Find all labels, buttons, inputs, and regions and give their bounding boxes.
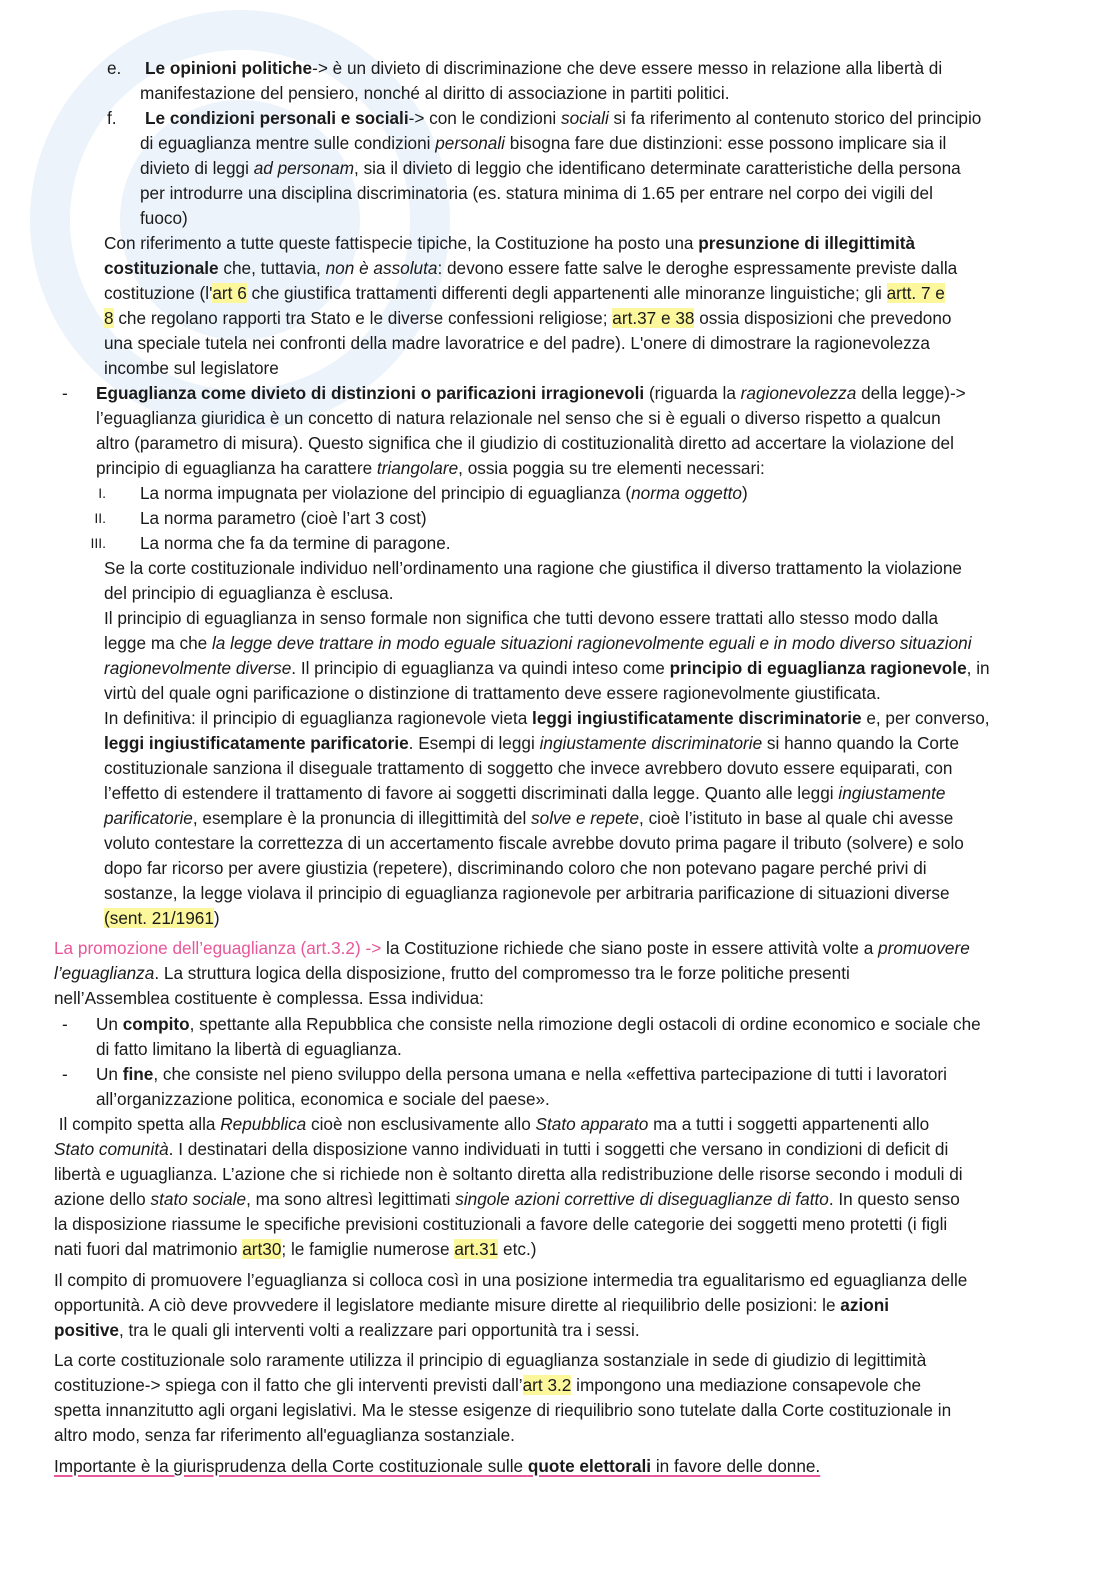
bullet-fine-line-1: Un fine, che consiste nel pieno sviluppo della persona umana e nella «effettiva partecipazione di tutti i lavoratori bbox=[96, 1064, 947, 1084]
presunzione-line-6: incombe sul legislatore bbox=[104, 358, 279, 378]
roman-item-2: La norma parametro (cioè l’art 3 cost) bbox=[140, 508, 427, 528]
bullet-compito-line-1: Un compito, spettante alla Repubblica che consiste nella rimozione degli ostacoli di ordine economico e sociale che bbox=[96, 1014, 981, 1034]
highlight-art30: art30 bbox=[242, 1239, 282, 1259]
sostanziale-line-4: altro modo, senza far riferimento all'eguaglianza sostanziale. bbox=[54, 1425, 515, 1445]
bullet-dash: - bbox=[62, 383, 68, 403]
roman-marker-2: II. bbox=[94, 510, 106, 526]
presunzione-line-5: una speciale tutela nei confronti della madre lavoratrice e del padre). L'onere di dimostrare la ragionevolezza bbox=[104, 333, 930, 353]
presunzione-line-1: Con riferimento a tutte queste fattispecie tipiche, la Costituzione ha posto una presunzione di illegittimità bbox=[104, 233, 916, 253]
corte-line-1: Se la corte costituzionale individuo nell’ordinamento una ragione che giustifica il diverso trattamento la violazione bbox=[104, 558, 962, 578]
corte-line-6: virtù del quale ogni parificazione o distinzione di trattamento deve essere ragionevolmente giustificata. bbox=[104, 683, 881, 703]
corte-line-2: del principio di eguaglianza è esclusa. bbox=[104, 583, 394, 603]
item-f-line-5: fuoco) bbox=[140, 208, 188, 228]
corte-line-5: ragionevolmente diverse. Il principio di eguaglianza va quindi inteso come principio di eguaglianza ragionevole, in bbox=[104, 658, 990, 678]
item-f-line-2: di eguaglianza mentre sulle condizioni personali bisogna fare due distinzioni: esse possono implicare sia il bbox=[140, 133, 947, 153]
highlight-art32: art 3.2 bbox=[522, 1375, 572, 1395]
item-f-line-4: per introdurre una disciplina discriminatoria (es. statura minima di 1.65 per entrare nel corpo dei vigili del bbox=[140, 183, 933, 203]
item-f-line-3: divieto di leggi ad personam, sia il divieto di leggio che identificano determinate caratteristiche della persona bbox=[140, 158, 961, 178]
intermedia-line-1: Il compito di promuovere l’eguaglianza si colloca così in una posizione intermedia tra egualitarismo ed eguaglianza delle bbox=[54, 1270, 968, 1290]
bullet-compito-line-2: di fatto limitano la libertà di eguaglianza. bbox=[96, 1039, 402, 1059]
roman-item-1: La norma impugnata per violazione del principio di eguaglianza (norma oggetto) bbox=[140, 483, 748, 503]
corte-line-8: leggi ingiustificatamente parificatorie. Esempi di leggi ingiustamente discriminatorie si hanno quando la Corte bbox=[104, 733, 959, 753]
corte-line-15: (sent. 21/1961) bbox=[104, 908, 220, 928]
corte-line-10: l’effetto di estendere il trattamento di favore ai soggetti discriminati dalla legge. Quanto alle leggi ingiustamente bbox=[104, 783, 946, 803]
quote-elettorali-line: Importante è la giurisprudenza della Corte costituzionale sulle quote elettorali in favore delle donne. bbox=[54, 1456, 821, 1476]
presunzione-line-2: costituzionale che, tuttavia, non è assoluta: devono essere fatte salve le deroghe espressamente previste dalla bbox=[104, 258, 958, 278]
ragionevole-line-4: principio di eguaglianza ha carattere triangolare, ossia poggia su tre elementi necessari: bbox=[96, 458, 765, 478]
item-f-line-1: Le condizioni personali e sociali-> con le condizioni sociali si fa riferimento al contenuto storico del principio bbox=[145, 108, 982, 128]
item-e-line-1: Le opinioni politiche-> è un divieto di discriminazione che deve essere messo in relazione alla libertà di bbox=[145, 58, 943, 78]
sostanziale-line-3: spetta innanzitutto agli organi legislativi. Ma le stesse esigenze di riequilibrio sono tutelate dalla Corte costituzionale in bbox=[54, 1400, 952, 1420]
corte-line-7: In definitiva: il principio di eguaglianza ragionevole vieta leggi ingiustificatamente discriminatorie e, per converso, bbox=[104, 708, 990, 728]
section-heading-promozione: La promozione dell’eguaglianza (art.3.2) -> bbox=[54, 938, 382, 958]
intermedia-line-3: positive, tra le quali gli interventi volti a realizzare pari opportunità tra i sessi. bbox=[54, 1320, 640, 1340]
corte-line-12: voluto contestare la correttezza di un accertamento fiscale avrebbe dovuto prima pagare il tributo (solvere) e solo bbox=[104, 833, 964, 853]
corte-line-4: legge ma che la legge deve trattare in modo eguale situazioni ragionevolmente eguali e in modo diverso situazioni bbox=[104, 633, 972, 653]
compito-line-3: libertà e uguaglianza. L’azione che si richiede non è soltanto diretta alla redistribuzione delle risorse secondo i moduli di bbox=[54, 1164, 963, 1184]
promozione-line-2: l’eguaglianza. La struttura logica della disposizione, frutto del compromesso tra le forze politiche presenti bbox=[54, 963, 850, 983]
presunzione-line-3: costituzione (l'art 6 che giustifica trattamenti differenti degli appartenenti alle minoranze linguistiche; gli artt. 7 e bbox=[104, 283, 945, 303]
list-marker-f: f. bbox=[107, 108, 117, 128]
highlight-sent: sent. 21/1961 bbox=[109, 908, 214, 928]
highlight-artt7: artt. 7 e bbox=[886, 283, 945, 303]
corte-line-9: costituzionale sanziona il diseguale trattamento di soggetto che invece avrebbero dovuto essere equiparati, con bbox=[104, 758, 953, 778]
ragionevole-line-1: Eguaglianza come divieto di distinzioni o parificazioni irragionevoli (riguarda la ragionevolezza della legge)-> bbox=[96, 383, 966, 403]
compito-line-5: la disposizione riassume le specifiche previsioni costituzionali a favore delle categorie dei soggetti meno protetti (i figli bbox=[54, 1214, 948, 1234]
sostanziale-line-1: La corte costituzionale solo raramente utilizza il principio di eguaglianza sostanziale in sede di giudizio di legittimità bbox=[54, 1350, 927, 1370]
corte-line-3: Il principio di eguaglianza in senso formale non significa che tutti devono essere trattati allo stesso modo dalla bbox=[104, 608, 939, 628]
bullet-fine-line-2: all’organizzazione politica, economica e sociale del paese». bbox=[96, 1089, 550, 1109]
ragionevole-line-2: l’eguaglianza giuridica è un concetto di natura relazionale nel senso che si è eguali o diverso rispetto a qualcun bbox=[96, 408, 941, 428]
compito-line-1: Il compito spetta alla Repubblica cioè non esclusivamente allo Stato apparato ma a tutti i soggetti appartenenti allo bbox=[54, 1114, 930, 1134]
bullet-dash: - bbox=[62, 1014, 68, 1034]
intermedia-line-2: opportunità. A ciò deve provvedere il legislatore mediante misure dirette al riequilibrio delle posizioni: le azioni bbox=[54, 1295, 889, 1315]
promozione-line-1: La promozione dell’eguaglianza (art.3.2) -> la Costituzione richiede che siano poste in essere attività volte a promuovere bbox=[54, 938, 970, 958]
highlight-art31: art.31 bbox=[454, 1239, 499, 1259]
roman-marker-1: I. bbox=[98, 485, 106, 501]
promozione-line-3: nell’Assemblea costituente è complessa. Essa individua: bbox=[54, 988, 484, 1008]
roman-marker-3: III. bbox=[90, 535, 106, 551]
corte-line-13: dopo far ricorso per avere giustizia (repetere), discriminando coloro che non potevano pagare perché privi di bbox=[104, 858, 927, 878]
item-e-line-2: manifestazione del pensiero, nonché al diritto di associazione in partiti politici. bbox=[140, 83, 730, 103]
compito-line-2: Stato comunità. I destinatari della disposizione vanno individuati in tutti i soggetti che versano in condizioni di deficit di bbox=[54, 1139, 949, 1159]
corte-line-11: parificatorie, esemplare è la pronuncia di illegittimità del solve e repete, cioè l’istituto in base al quale chi avesse bbox=[104, 808, 954, 828]
sostanziale-line-2: costituzione-> spiega con il fatto che gli interventi previsti dall’art 3.2 impongono una mediazione consapevole che bbox=[54, 1375, 922, 1395]
highlight-art6: art 6 bbox=[212, 283, 247, 303]
compito-line-4: azione dello stato sociale, ma sono altresì legittimati singole azioni correttive di diseguaglianze di fatto. In questo senso bbox=[54, 1189, 960, 1209]
bullet-dash: - bbox=[62, 1064, 68, 1084]
highlight-art37: art.37 e 38 bbox=[612, 308, 695, 328]
compito-line-6: nati fuori dal matrimonio art30; le famiglie numerose art.31 etc.) bbox=[54, 1239, 537, 1259]
list-marker-e: e. bbox=[107, 58, 122, 78]
corte-line-14: sostanze, la legge violava il principio di eguaglianza ragionevole per arbitraria parificazione di situazioni diverse bbox=[104, 883, 950, 903]
presunzione-line-4: 8 che regolano rapporti tra Stato e le diverse confessioni religiose; art.37 e 38 ossia disposizioni che prevedono bbox=[104, 308, 952, 328]
ragionevole-line-3: altro (parametro di misura). Questo significa che il giudizio di costituzionalità diretto ad accertare la violazione del bbox=[96, 433, 954, 453]
roman-item-3: La norma che fa da termine di paragone. bbox=[140, 533, 451, 553]
